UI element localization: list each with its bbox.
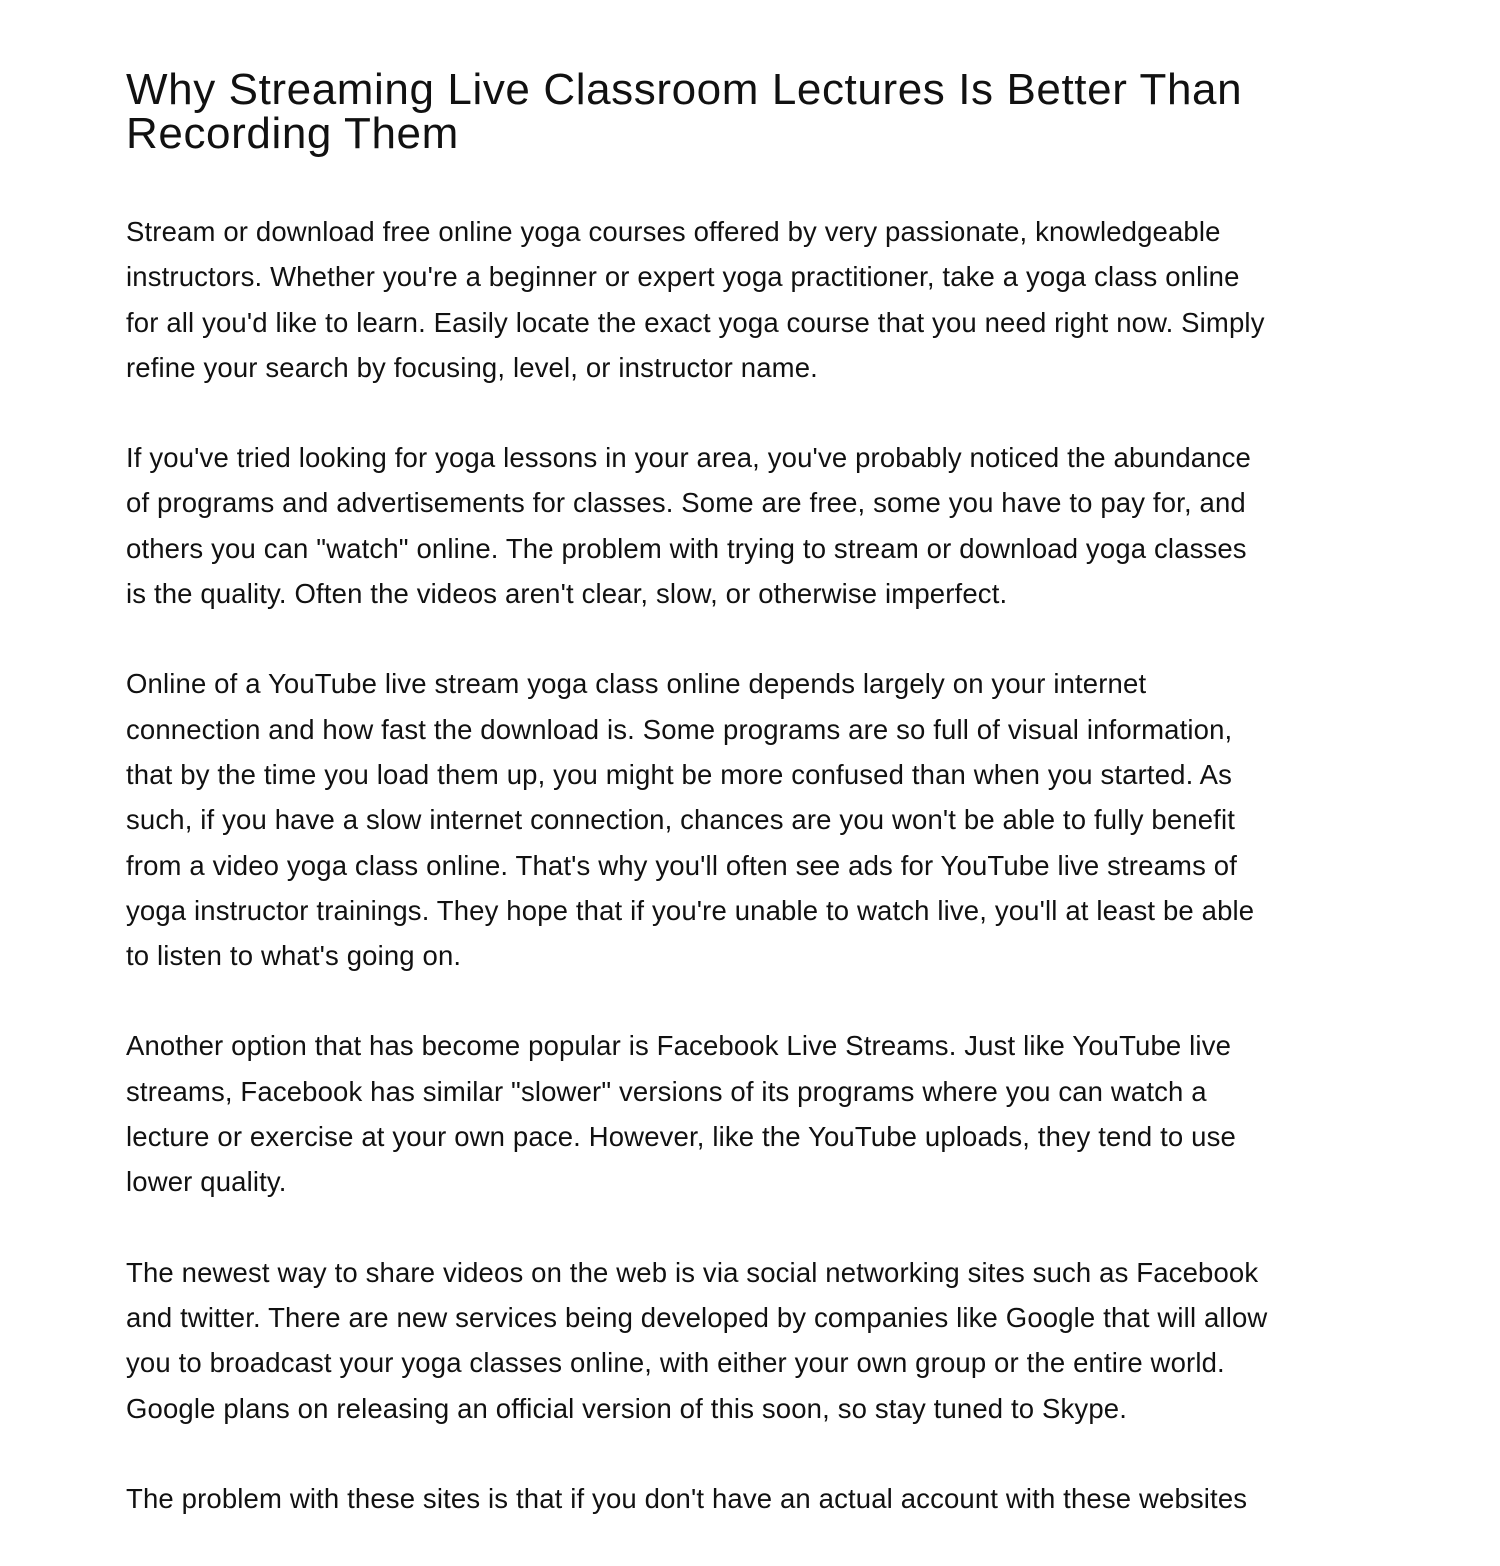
- text-line: Stream or download free online yoga courses offered by very passionate, knowledgeable: [126, 216, 1221, 247]
- text-line: instructors. Whether you're a beginner or expert yoga practitioner, take a yoga class online: [126, 261, 1240, 293]
- text-line: that by the time you load them up, you might be more confused than when you started. As: [126, 758, 1233, 790]
- text-line: such, if you have a slow internet connection, chances are you won't be able to fully benefit: [126, 804, 1236, 836]
- text-line: The newest way to share videos on the web is via social networking sites such as Facebook: [126, 1256, 1259, 1288]
- paragraph: [126, 661, 1426, 978]
- text-line: others you can "watch" online. The problem with trying to stream or download yoga classes: [126, 532, 1247, 564]
- text-line: lecture or exercise at your own pace. However, like the YouTube uploads, they tend to use: [126, 1121, 1236, 1153]
- document-title: [126, 65, 1426, 158]
- paragraph: [126, 209, 1426, 390]
- text-line: Google plans on releasing an official version of this soon, so stay tuned to Skype.: [126, 1392, 1128, 1424]
- text-line: lower quality.: [126, 1166, 287, 1198]
- document-page: [126, 65, 1426, 1566]
- title-line: Recording Them: [126, 109, 459, 158]
- text-line: streams, Facebook has similar "slower" versions of its programs where you can watch a: [126, 1075, 1207, 1107]
- text-line: yoga instructor trainings. They hope that if you're unable to watch live, you'll at least be able: [126, 894, 1255, 926]
- text-line: Online of a YouTube live stream yoga class online depends largely on your internet: [126, 668, 1147, 700]
- text-line: to listen to what's going on.: [126, 940, 462, 972]
- paragraph: [126, 435, 1426, 616]
- text-line: refine your search by focusing, level, or instructor name.: [126, 351, 818, 383]
- text-line: you to broadcast your yoga classes online, with either your own group or the entire world.: [126, 1347, 1225, 1379]
- text-line: of programs and advertisements for classes. Some are free, some you have to pay for, and: [126, 487, 1246, 519]
- paragraph: [126, 1250, 1426, 1431]
- paragraph: [126, 1476, 1426, 1521]
- document-body: [126, 209, 1426, 1521]
- text-line: for all you'd like to learn. Easily locate the exact yoga course that you need right now. Simply: [126, 306, 1265, 338]
- paragraph: [126, 1023, 1426, 1204]
- text-line: is the quality. Often the videos aren't clear, slow, or otherwise imperfect.: [126, 578, 1008, 610]
- title-line: Why Streaming Live Classroom Lectures Is Better Than: [126, 65, 1243, 114]
- text-line: The problem with these sites is that if you don't have an actual account with these websites: [126, 1482, 1248, 1514]
- text-line: from a video yoga class online. That's why you'll often see ads for YouTube live streams of: [126, 849, 1237, 881]
- text-line: and twitter. There are new services being developed by companies like Google that will allow: [126, 1301, 1268, 1333]
- text-line: Another option that has become popular is Facebook Live Streams. Just like YouTube live: [126, 1030, 1232, 1062]
- text-line: If you've tried looking for yoga lessons in your area, you've probably noticed the abundance: [126, 442, 1251, 474]
- text-line: connection and how fast the download is. Some programs are so full of visual information,: [126, 713, 1233, 745]
